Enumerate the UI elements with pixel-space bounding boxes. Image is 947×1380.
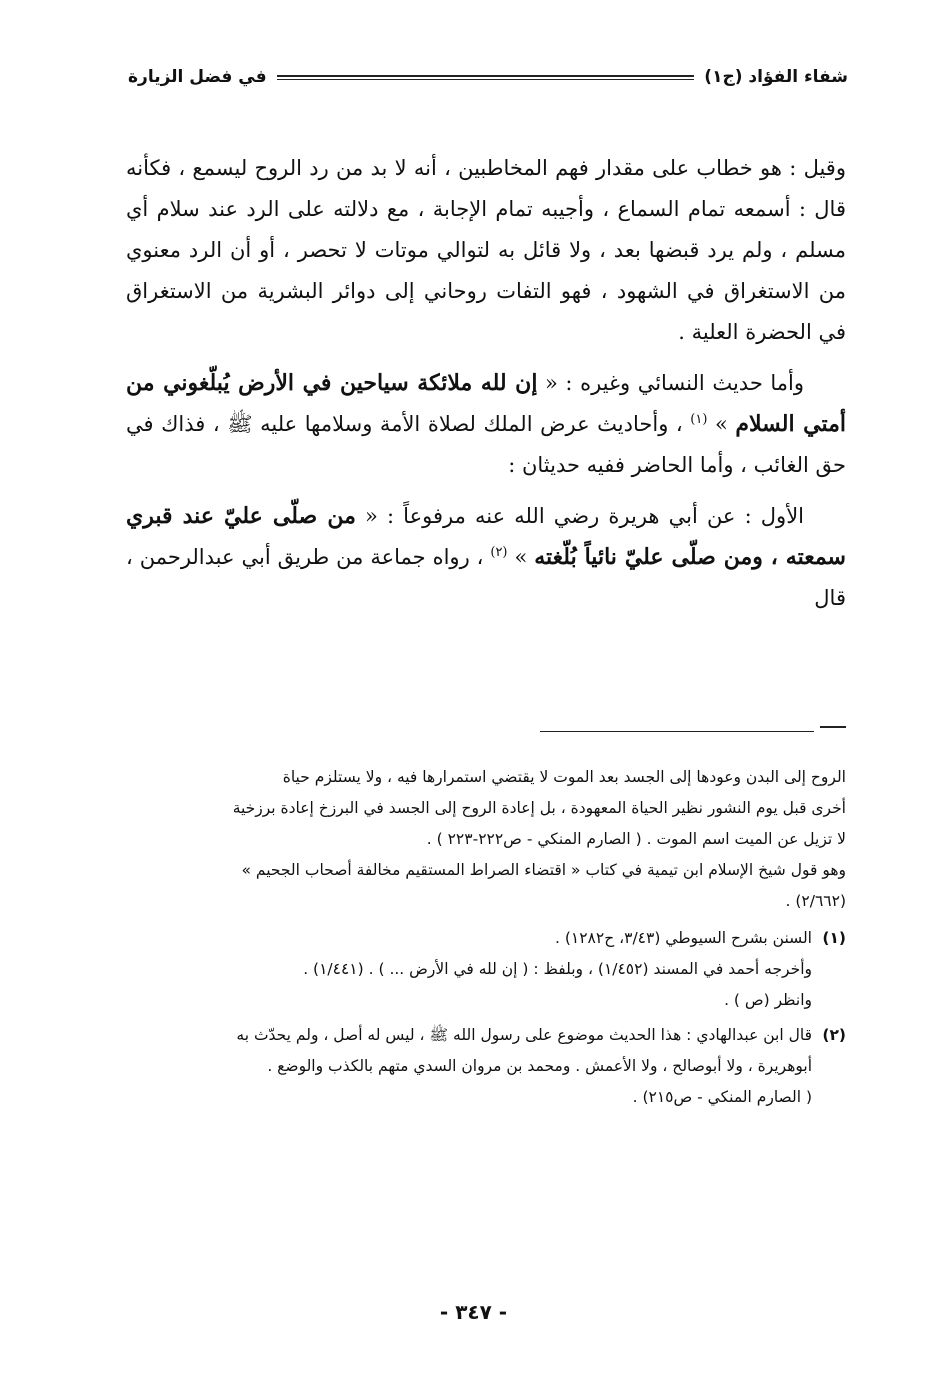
- footnote-line: وأخرجه أحمد في المسند (١/٤٥٢) ، وبلفظ : ( إن لله في الأرض ... ) . (١/٤٤١) .: [303, 960, 812, 978]
- hadith-text-1: إن لله ملائكة سياحين في الأرض يُبلّغوني من أمتي السلام: [126, 370, 846, 437]
- footnote-line: قال ابن عبدالهادي : هذا الحديث موضوع على رسول الله ﷺ ، ليس له أصل ، ولم يحدّث به: [236, 1026, 812, 1044]
- footnote-line: لا تزيل عن الميت اسم الموت . ( الصارم المنكي - ص٢٢٢-٢٢٣ ) .: [426, 830, 846, 848]
- footnote-line: ( الصارم المنكي - ص٢١٥) .: [632, 1088, 812, 1106]
- footnote-line: (٢/٦٦٢) .: [785, 892, 846, 910]
- book-title: شفاء الفؤاد (ج١): [704, 67, 848, 87]
- paragraph-3-rest: ، رواه جماعة من طريق أبي عبدالرحمن ، قال: [126, 545, 846, 610]
- page-number: - ٣٤٧ -: [439, 1300, 508, 1324]
- footnote-1: [130, 923, 846, 1016]
- paragraph-3-intro: الأول : عن أبي هريرة رضي الله عنه مرفوعاً : «: [355, 504, 804, 528]
- main-text: [126, 148, 846, 619]
- footnote-line: وانظر (ص ) .: [724, 991, 812, 1009]
- paragraph-3: [126, 496, 846, 619]
- footnote-body: [130, 1020, 812, 1113]
- footnote-number: (١): [822, 929, 846, 947]
- footnote-number: (٢): [822, 1026, 846, 1044]
- footnote-dash: [820, 726, 846, 728]
- footnote-line: السنن بشرح السيوطي (٣/٤٣، ح١٢٨٢) .: [554, 929, 812, 947]
- footnote-line: الروح إلى البدن وعودها إلى الجسد بعد الموت لا يقتضي استمرارها فيه ، ولا يستلزم حياة: [282, 768, 846, 786]
- quote-close: »: [714, 412, 736, 436]
- footnote-body: [130, 923, 812, 1016]
- footnote-line: أخرى قبل يوم النشور نظير الحياة المعهودة ، بل إعادة الروح إلى الجسد في البرزخ إعادة برزخية: [232, 799, 846, 817]
- footnote-continuation: [130, 762, 846, 917]
- footnote-ref-1: (١): [690, 412, 708, 427]
- paragraph-2-intro: وأما حديث النسائي وغيره : «: [537, 371, 804, 395]
- section-title: في فضل الزيارة: [128, 67, 267, 87]
- paragraph-1: وقيل : هو خطاب على مقدار فهم المخاطبين ، أنه لا بد من رد الروح ليسمع ، فكأنه قال : أسمعه تمام السماع ، وأجيبه تمام الإجابة ، مع دلالته على الرد عند سلام أي مسلم ، ولم يرد قبضها بعد ، ولا قائل به لتوالي موتات لا تحصر ، أو أن الرد معنوي من الاستغراق في الشهود ، فهو التفات روحاني إلى دوائر البشرية من الاستغراق في الحضرة العلية .: [126, 156, 846, 344]
- hadith-text-2: من صلّى عليّ عند قبري سمعته ، ومن صلّى عليّ نائياً بُلّغته: [126, 503, 846, 570]
- header-rule: [277, 75, 695, 80]
- footnote-2: [130, 1020, 846, 1113]
- footnote-separator: [540, 731, 814, 732]
- footnote-line: أبوهريرة ، ولا أبوصالح ، ولا الأعمش . ومحمد بن مروان السدي متهم بالكذب والوضع .: [267, 1057, 812, 1075]
- paragraph-2: [126, 363, 846, 486]
- footnotes: [130, 762, 846, 1113]
- quote-close: »: [514, 545, 535, 569]
- footnote-line: وهو قول شيخ الإسلام ابن تيمية في كتاب « اقتضاء الصراط المستقيم مخالفة أصحاب الجحيم »: [241, 861, 846, 879]
- paragraph-2-rest: ، وأحاديث عرض الملك لصلاة الأمة وسلامها عليه ﷺ ، فذاك في حق الغائب ، وأما الحاضر ففيه حديثان :: [126, 412, 846, 477]
- footnote-ref-2: (٢): [490, 545, 508, 560]
- running-header: [128, 62, 848, 92]
